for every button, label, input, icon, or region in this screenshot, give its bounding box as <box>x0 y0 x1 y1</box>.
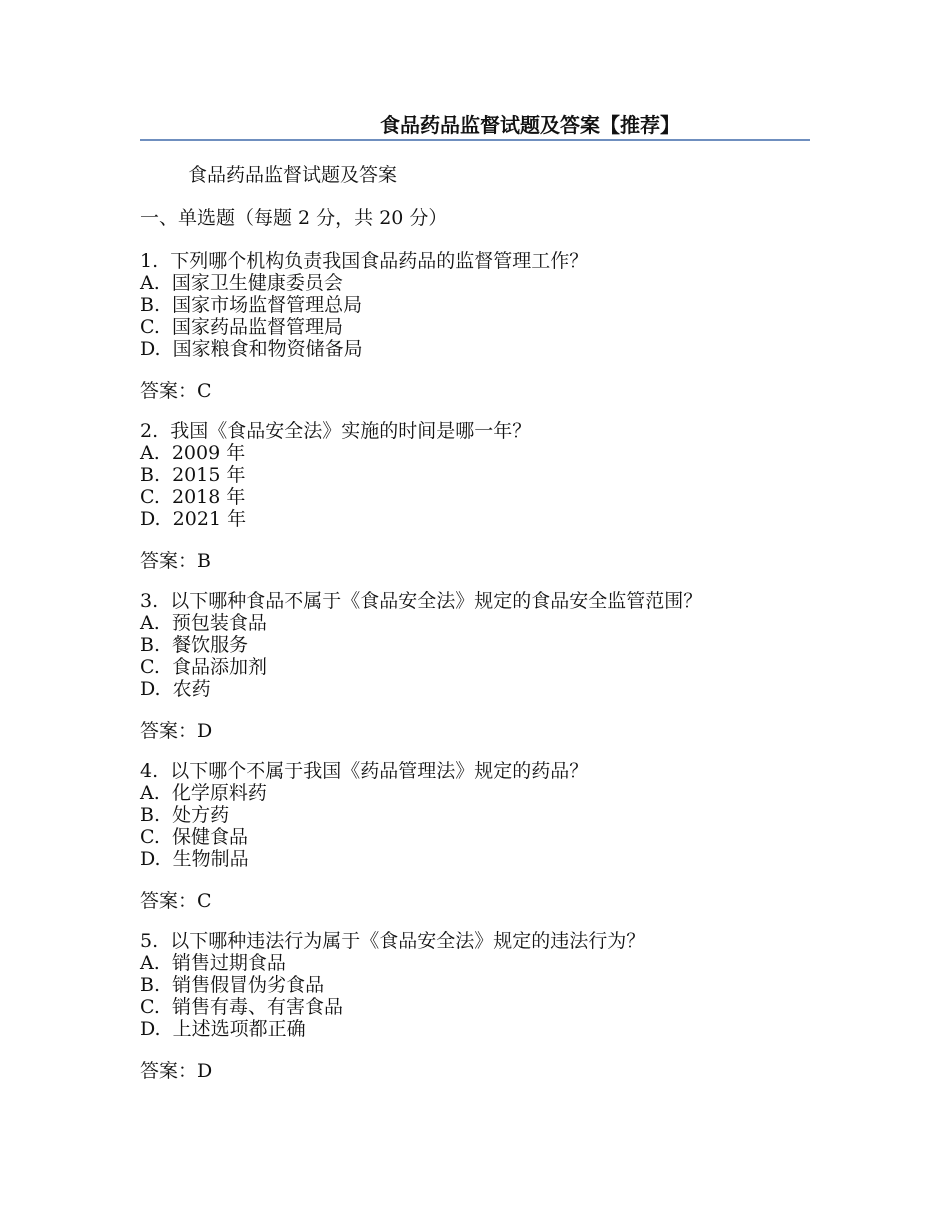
question-3 <box>140 590 810 742</box>
option-a: A. 销售过期食品 <box>140 952 286 974</box>
question-4 <box>140 760 810 912</box>
option-b: B. 2015 年 <box>140 464 246 486</box>
option-d: D. 生物制品 <box>140 848 249 870</box>
title-underline <box>140 139 810 141</box>
option-b: B. 处方药 <box>140 804 230 826</box>
answer-text: 答案：C <box>140 380 212 402</box>
option-d: D. 国家粮食和物资储备局 <box>140 338 363 360</box>
question-stem: 3. 以下哪种食品不属于《食品安全法》规定的食品安全监管范围？ <box>140 590 703 612</box>
option-a: A. 2009 年 <box>140 442 246 464</box>
answer-text: 答案：C <box>140 890 212 912</box>
question-stem: 1. 下列哪个机构负责我国食品药品的监督管理工作？ <box>140 250 589 272</box>
section-heading: 一、单选题（每题 2 分，共 20 分） <box>140 207 448 229</box>
option-a: A. 化学原料药 <box>140 782 267 804</box>
option-c: C. 国家药品监督管理局 <box>140 316 343 338</box>
document-heading: 食品药品监督试题及答案 <box>188 164 398 186</box>
answer-text: 答案：B <box>140 550 211 572</box>
question-2 <box>140 420 810 572</box>
question-1 <box>140 250 810 402</box>
document-title: 食品药品监督试题及答案【推荐】 <box>380 113 680 137</box>
option-b: B. 餐饮服务 <box>140 634 249 656</box>
question-stem: 2. 我国《食品安全法》实施的时间是哪一年？ <box>140 420 532 442</box>
option-a: A. 国家卫生健康委员会 <box>140 272 343 294</box>
option-d: D. 2021 年 <box>140 508 247 530</box>
option-b: B. 销售假冒伪劣食品 <box>140 974 325 996</box>
question-5 <box>140 930 810 1082</box>
option-c: C. 2018 年 <box>140 486 246 508</box>
question-stem: 5. 以下哪种违法行为属于《食品安全法》规定的违法行为？ <box>140 930 646 952</box>
option-d: D. 农药 <box>140 678 211 700</box>
option-c: C. 食品添加剂 <box>140 656 267 678</box>
option-c: C. 销售有毒、有害食品 <box>140 996 343 1018</box>
option-d: D. 上述选项都正确 <box>140 1018 306 1040</box>
option-a: A. 预包装食品 <box>140 612 267 634</box>
option-c: C. 保健食品 <box>140 826 248 848</box>
question-list <box>140 250 810 1100</box>
answer-text: 答案：D <box>140 1060 213 1082</box>
option-b: B. 国家市场监督管理总局 <box>140 294 363 316</box>
answer-text: 答案：D <box>140 720 213 742</box>
question-stem: 4. 以下哪个不属于我国《药品管理法》规定的药品？ <box>140 760 589 782</box>
